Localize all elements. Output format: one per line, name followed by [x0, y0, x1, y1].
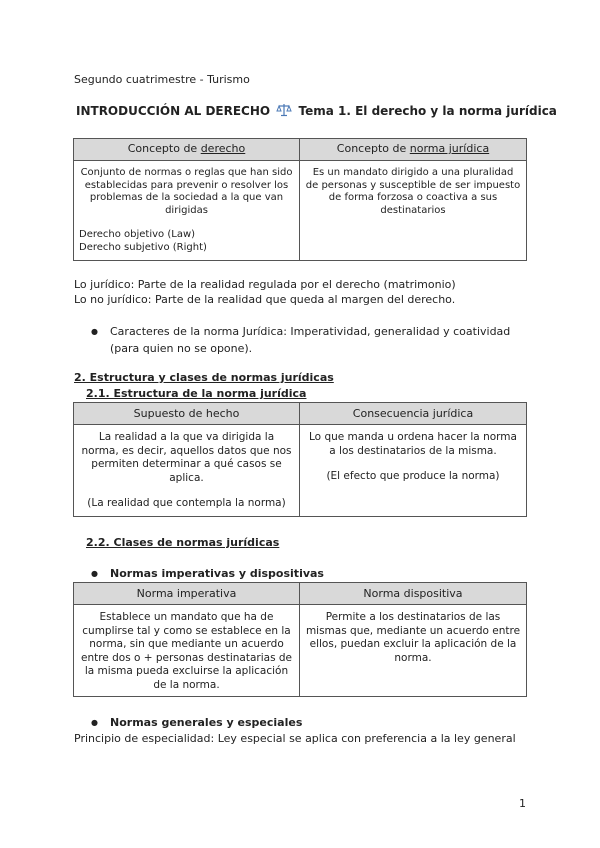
derecho-objetivo: Derecho objetivo (Law)	[79, 229, 196, 240]
derecho-subjetivo: Derecho subjetivo (Right)	[79, 241, 207, 253]
supuesto-text: La realidad a la que va dirigida la norma, es decir, aquellos datos que nos permiten determinar a qué casos se aplica.	[81, 431, 292, 484]
scales-icon	[276, 103, 292, 121]
header-supuesto: Supuesto de hecho	[74, 403, 300, 425]
estructura-table	[73, 402, 527, 517]
bullet-caracteres: ● Caracteres de la norma Jurídica: Imperatividad, generalidad y coatividad (para quien no se opone).	[110, 323, 520, 357]
cell-dispositiva: Permite a los destinatarios de las mismas que, mediante un acuerdo entre ellos, puedan excluir la aplicación de la norma.	[300, 605, 527, 697]
section-heading-2: 2. Estructura y clases de normas jurídicas	[74, 371, 334, 384]
header-imperativa: Norma imperativa	[74, 583, 300, 605]
norma-definition: Es un mandato dirigido a una pluralidad de personas y susceptible de ser impuesto de forma forzosa o coactiva a sus destinatarios	[305, 167, 521, 216]
page-title	[76, 103, 557, 121]
cell-imperativa: Establece un mandato que ha de cumplirse tal y como se establece en la norma, sin que mediante un acuerdo entre dos o + personas destinatarias de la misma pueda excluirse la aplicación de la norma.	[74, 605, 300, 697]
bullet-generales-especiales: ● Normas generales y especiales	[110, 716, 302, 730]
bullet-imperativas-dispositivas: ● Normas imperativas y dispositivas	[110, 567, 324, 581]
course-subtitle: Segundo cuatrimestre - Turismo	[74, 73, 250, 86]
header-consecuencia: Consecuencia jurídica	[300, 403, 527, 425]
clases-table	[73, 582, 527, 697]
consecuencia-note: (El efecto que produce la norma)	[326, 470, 500, 482]
concepts-table	[73, 138, 527, 261]
cell-derecho	[74, 161, 300, 261]
header-dispositiva: Norma dispositiva	[300, 583, 527, 605]
page-number: 1	[519, 797, 526, 810]
header-concepto-norma: Concepto de norma jurídica	[300, 139, 527, 161]
title-right: Tema 1. El derecho y la norma jurídica	[298, 104, 557, 118]
cell-norma	[300, 161, 527, 261]
title-left: INTRODUCCIÓN AL DERECHO	[76, 104, 271, 118]
header-concepto-derecho: Concepto de derecho	[74, 139, 300, 161]
section-heading-2-2: 2.2. Clases de normas jurídicas	[86, 536, 280, 549]
paragraph-especialidad: Principio de especialidad: Ley especial se aplica con preferencia a la ley general	[74, 732, 516, 745]
cell-consecuencia	[300, 425, 527, 517]
paragraph-no-juridico: Lo no jurídico: Parte de la realidad que queda al margen del derecho.	[74, 293, 456, 306]
paragraph-juridico: Lo jurídico: Parte de la realidad regulada por el derecho (matrimonio)	[74, 278, 456, 291]
consecuencia-text: Lo que manda u ordena hacer la norma a los destinatarios de la misma.	[309, 431, 517, 457]
cell-supuesto	[74, 425, 300, 517]
supuesto-note: (La realidad que contempla la norma)	[87, 497, 286, 509]
derecho-definition: Conjunto de normas o reglas que han sido establecidas para prevenir o resolver los problemas de la sociedad a la que van dirigidas	[80, 167, 293, 216]
section-heading-2-1: 2.1. Estructura de la norma jurídica	[86, 387, 307, 400]
